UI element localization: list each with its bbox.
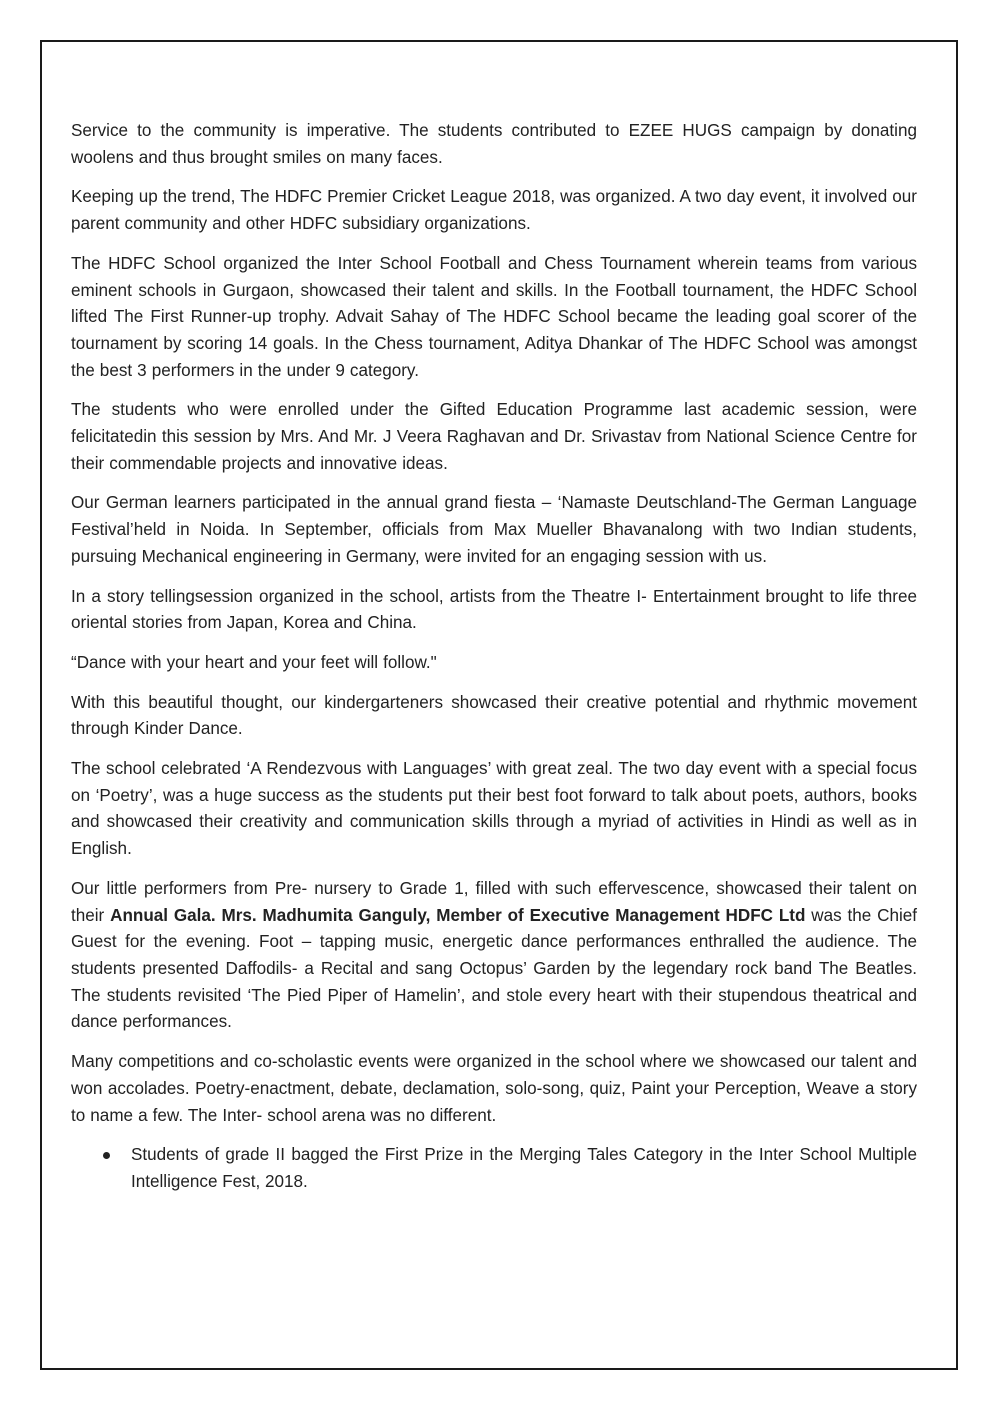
- gala-text-after: was the Chief Guest for the evening. Foot – tapping music, energetic dance performances enthralled the audience. The students presented Daffodils- a Recital and sang Octopus’ Garden by the legendary rock band The Beatles. The students revisited ‘The Pied Piper of Hamelin’, and stole every heart with their stupendous theatrical and dance performances.: [71, 905, 918, 1032]
- document-body: [71, 118, 917, 1196]
- gala-text-before: Our little performers from Pre- nursery to Grade 1, filled with such effervescence, showcased their talent on their: [71, 878, 917, 925]
- list-item-text: Students of grade II bagged the First Prize in the Merging Tales Category in the Inter School Multiple Intelligence Fest, 2018.: [131, 1145, 917, 1191]
- achievements-list: [71, 1142, 917, 1195]
- paragraph-kinder-dance: With this beautiful thought, our kindergarteners showcased their creative potential and rhythmic movement through Kinder Dance.: [71, 692, 917, 739]
- paragraph-story-telling: In a story tellingsession organized in the school, artists from the Theatre I- Entertainment brought to life three oriental stories from Japan, Korea and China.: [71, 586, 917, 633]
- paragraph-football-chess: The HDFC School organized the Inter School Football and Chess Tournament wherein teams from various eminent schools in Gurgaon, showcased their talent and skills. In the Football tournament, the HDFC School lifted The First Runner-up trophy. Advait Sahay of The HDFC School became the leading goal scorer of the tournament by scoring 14 goals. In the Chess tournament, Aditya Dhankar of The HDFC School was amongst the best 3 performers in the under 9 category.: [71, 253, 917, 380]
- paragraph-competitions: Many competitions and co-scholastic events were organized in the school where we showcased our talent and won accolades. Poetry-enactment, debate, declamation, solo-song, quiz, Paint your Perception, Weave a story to name a few. The Inter- school arena was no different.: [71, 1052, 917, 1125]
- paragraph-annual-gala: [71, 876, 917, 1036]
- paragraph-ezee-hugs: Service to the community is imperative. The students contributed to EZEE HUGS campaign by donating woolens and thus brought smiles on many faces.: [71, 121, 917, 167]
- gala-text-bold: Annual Gala. Mrs. Madhumita Ganguly, Member of Executive Management HDFC Ltd: [110, 905, 806, 925]
- paragraph-cricket-league: Keeping up the trend, The HDFC Premier Cricket League 2018, was organized. A two day event, it involved our parent community and other HDFC subsidiary organizations.: [71, 187, 917, 234]
- list-item: [71, 1142, 917, 1195]
- bullet-icon: [103, 1152, 110, 1159]
- paragraph-rendezvous-languages: The school celebrated ‘A Rendezvous with Languages’ with great zeal. The two day event with a special focus on ‘Poetry’, was a huge success as the students put their best foot forward to talk about poets, authors, books and showcased their creativity and communication skills through a myriad of activities in Hindi as well as in English.: [71, 759, 917, 859]
- paragraph-dance-quote: “Dance with your heart and your feet will follow.": [71, 652, 437, 672]
- paragraph-gifted-education: The students who were enrolled under the Gifted Education Programme last academic session, were felicitatedin this session by Mrs. And Mr. J Veera Raghavan and Dr. Srivastav from National Science Centre for their commendable projects and innovative ideas.: [71, 400, 917, 473]
- paragraph-german-learners: Our German learners participated in the annual grand fiesta – ‘Namaste Deutschland-The German Language Festival’held in Noida. In September, officials from Max Mueller Bhavanalong with two Indian students, pursuing Mechanical engineering in Germany, were invited for an engaging session with us.: [71, 493, 917, 566]
